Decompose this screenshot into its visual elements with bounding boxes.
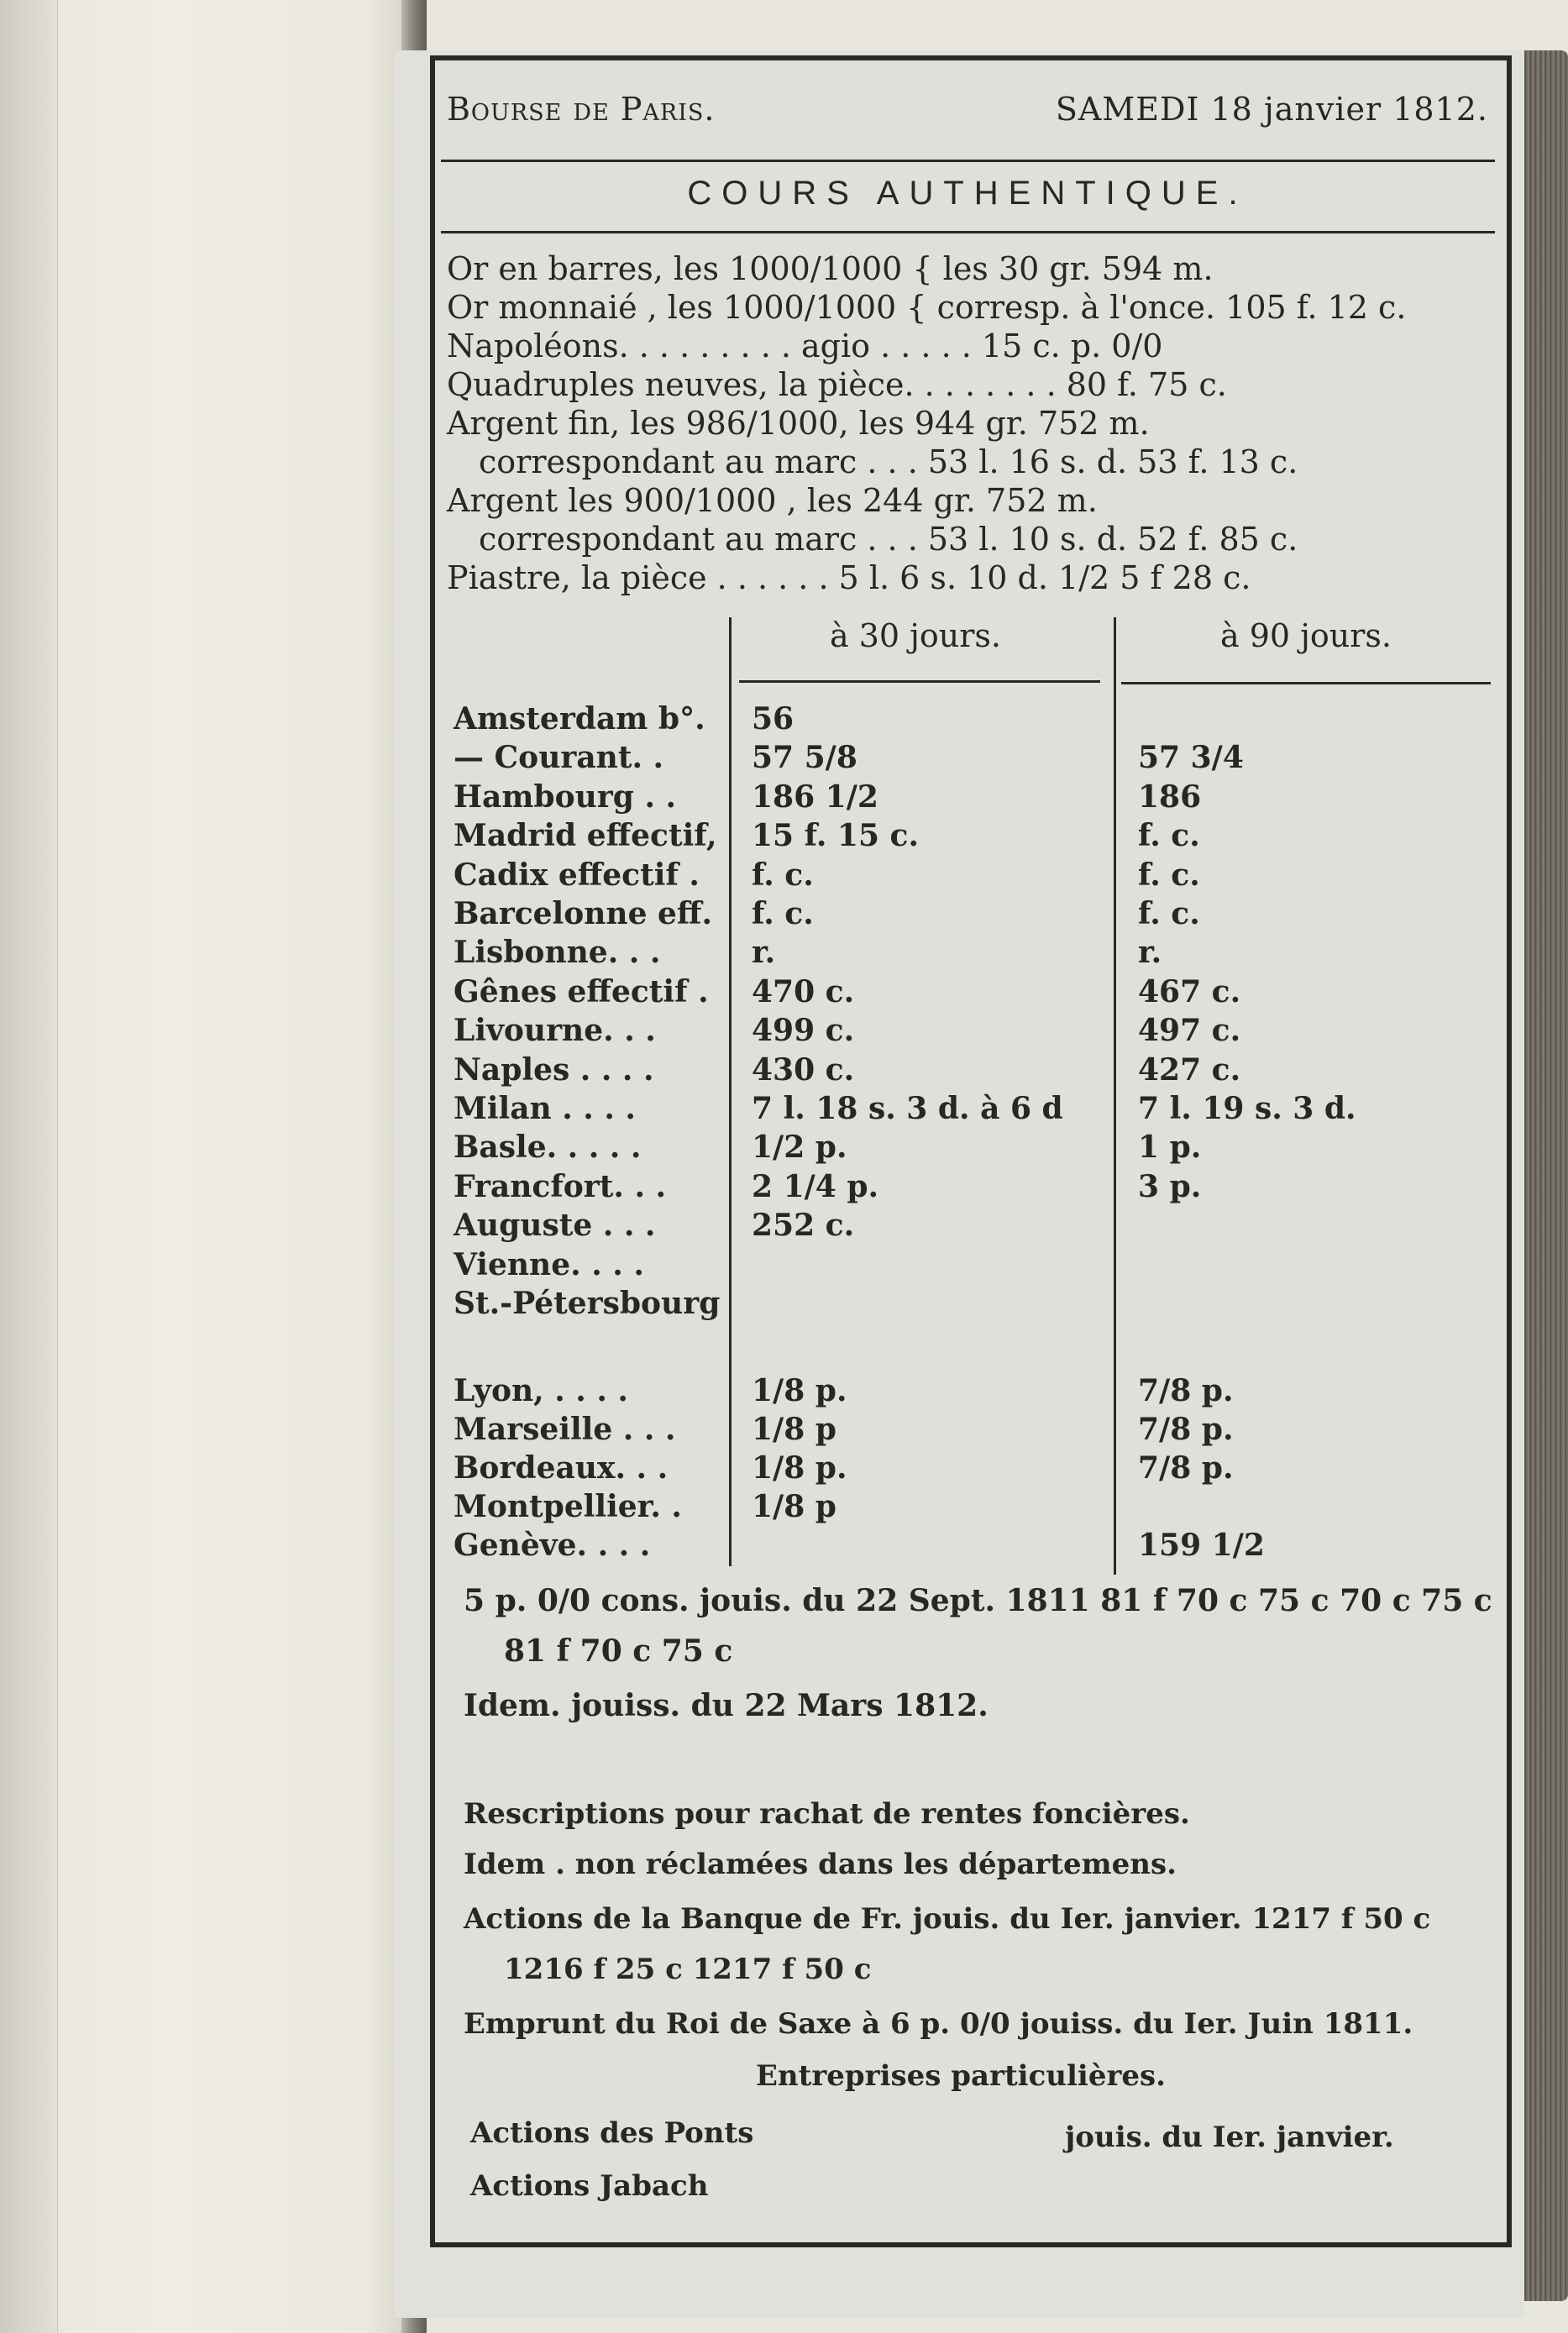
page-title: COURS AUTHENTIQUE. [687, 175, 1248, 212]
exchange-row-label: Basle. . . . . [454, 1130, 642, 1165]
actions-ponts-jouis: jouis. du Ier. janvier. [1065, 2121, 1394, 2154]
exchange-cell-30-days: 186 1/2 [752, 779, 878, 815]
header-left: Bourse de Paris. [447, 91, 716, 128]
exchange-cell-30-days: 2 1/4 p. [752, 1169, 879, 1204]
exchange-cell-90-days: 1 p. [1138, 1130, 1202, 1165]
header-date: SAMEDI 18 janvier 1812. [1055, 91, 1488, 128]
exchange-cell-90-days: f. c. [1138, 818, 1200, 853]
exchange-row-label: Barcelonne eff. [454, 896, 713, 931]
metals-line-4: Quadruples neuves, la pièce. . . . . . . . 80 f. 75 c. [447, 366, 1227, 403]
exchange-cell-90-days: 467 c. [1138, 974, 1241, 1009]
exchange-row-label: Genève. . . . [454, 1528, 651, 1563]
exchange-cell-30-days: 15 f. 15 c. [752, 818, 919, 853]
exchange-cell-30-days: 252 c. [752, 1208, 855, 1243]
col-header-30: à 30 jours. [829, 617, 1002, 654]
actions-ponts-label: Actions des Ponts [470, 2116, 754, 2150]
exchange-row-label: Lisbonne. . . [454, 935, 661, 970]
exchange-cell-30-days: r. [752, 935, 776, 970]
column-divider-right [1114, 617, 1116, 1575]
actions-jabach-label: Actions Jabach [470, 2169, 709, 2203]
idem-departemens-line: Idem . non réclamées dans les départemens. [464, 1848, 1177, 1881]
exchange-row-label: Milan . . . . [454, 1091, 636, 1126]
rescriptions-line: Rescriptions pour rachat de rentes foncières. [464, 1797, 1190, 1831]
left-blank-page [0, 0, 403, 2333]
metals-line-8: correspondant au marc . . . 53 l. 10 s. d. 52 f. 85 c. [479, 521, 1298, 558]
exchange-cell-90-days: 7/8 p. [1138, 1373, 1234, 1408]
exchange-cell-90-days: 7/8 p. [1138, 1412, 1234, 1447]
banque-actions-line-2: 1216 f 25 c 1217 f 50 c [504, 1953, 872, 1986]
exchange-cell-90-days: 57 3/4 [1138, 740, 1244, 775]
exchange-row-label: Cadix effectif . [454, 857, 700, 893]
metals-line-2: Or monnaié , les 1000/1000 { corresp. à l'once. 105 f. 12 c. [447, 289, 1407, 326]
exchange-cell-30-days: 56 [752, 701, 794, 737]
metals-line-9: Piastre, la pièce . . . . . . 5 l. 6 s. 10 d. 1/2 5 f 28 c. [447, 559, 1251, 596]
exchange-row-label: Vienne. . . . [454, 1247, 644, 1282]
exchange-cell-90-days: 7/8 p. [1138, 1450, 1234, 1486]
exchange-cell-90-days: 186 [1138, 779, 1202, 815]
exchange-cell-30-days: 57 5/8 [752, 740, 857, 775]
exchange-cell-30-days: 1/8 p. [752, 1373, 847, 1408]
entreprises-heading: Entreprises particulières. [756, 2059, 1166, 2093]
emprunt-saxe-line: Emprunt du Roi de Saxe à 6 p. 0/0 jouiss. du Ier. Juin 1811. [464, 2007, 1413, 2041]
rentes-line-2: 81 f 70 c 75 c [504, 1633, 733, 1669]
exchange-cell-30-days: 7 l. 18 s. 3 d. à 6 d [752, 1091, 1063, 1126]
exchange-row-label: St.-Pétersbourg [454, 1286, 721, 1321]
exchange-row-label: Francfort. . . [454, 1169, 667, 1204]
exchange-row-label: Marseille . . . [454, 1412, 676, 1447]
exchange-cell-90-days: 3 p. [1138, 1169, 1202, 1204]
rentes-line: 5 p. 0/0 cons. jouis. du 22 Sept. 1811 81 f 70 c 75 c 70 c 75 c [464, 1583, 1492, 1618]
exchange-cell-30-days: 1/8 p [752, 1489, 836, 1524]
column-divider-left [729, 617, 732, 1566]
exchange-cell-90-days: 497 c. [1138, 1013, 1241, 1048]
exchange-row-label: Amsterdam b°. [454, 701, 705, 737]
exchange-cell-30-days: 499 c. [752, 1013, 855, 1048]
exchange-row-label: Lyon, . . . . [454, 1373, 628, 1408]
idem-mars-line: Idem. jouiss. du 22 Mars 1812. [464, 1688, 989, 1723]
metals-line-5: Argent fin, les 986/1000, les 944 gr. 752 m. [447, 405, 1150, 442]
exchange-row-label: Madrid effectif, [454, 818, 717, 853]
exchange-row-label: Naples . . . . [454, 1052, 654, 1088]
exchange-cell-30-days: 1/2 p. [752, 1130, 847, 1165]
page-header [447, 91, 1488, 141]
col-rule-30 [739, 680, 1100, 683]
exchange-cell-90-days: f. c. [1138, 896, 1200, 931]
banque-actions-line: Actions de la Banque de Fr. jouis. du Ier. janvier. 1217 f 50 c [464, 1902, 1431, 1936]
col-header-90: à 90 jours. [1219, 617, 1392, 654]
exchange-cell-90-days: f. c. [1138, 857, 1200, 893]
exchange-cell-90-days: 159 1/2 [1138, 1528, 1265, 1563]
metals-line-1: Or en barres, les 1000/1000 { les 30 gr. 594 m. [447, 250, 1214, 287]
exchange-cell-30-days: 1/8 p. [752, 1450, 847, 1486]
exchange-row-label: Montpellier. . [454, 1489, 682, 1524]
left-page-edge [0, 0, 58, 2333]
exchange-cell-90-days: 427 c. [1138, 1052, 1241, 1088]
exchange-row-label: Gênes effectif . [454, 974, 709, 1009]
exchange-cell-30-days: 1/8 p [752, 1412, 836, 1447]
exchange-cell-30-days: f. c. [752, 857, 814, 893]
exchange-row-label: Hambourg . . [454, 779, 677, 815]
exchange-row-label: — Courant. . [454, 740, 664, 775]
exchange-cell-30-days: 470 c. [752, 974, 855, 1009]
exchange-cell-90-days: 7 l. 19 s. 3 d. [1138, 1091, 1356, 1126]
exchange-cell-30-days: f. c. [752, 896, 814, 931]
col-rule-90 [1121, 682, 1491, 684]
exchange-cell-90-days: r. [1138, 935, 1162, 970]
metals-line-3: Napoléons. . . . . . . . . agio . . . . . 15 c. p. 0/0 [447, 328, 1163, 364]
exchange-row-label: Bordeaux. . . [454, 1450, 669, 1486]
exchange-cell-30-days: 430 c. [752, 1052, 855, 1088]
exchange-row-label: Livourne. . . [454, 1013, 656, 1048]
metals-line-7: Argent les 900/1000 , les 244 gr. 752 m. [447, 482, 1098, 519]
title-rule [441, 231, 1495, 233]
header-rule [441, 160, 1495, 162]
exchange-row-label: Auguste . . . [454, 1208, 656, 1243]
metals-line-6: correspondant au marc . . . 53 l. 16 s. d. 53 f. 13 c. [479, 443, 1298, 480]
